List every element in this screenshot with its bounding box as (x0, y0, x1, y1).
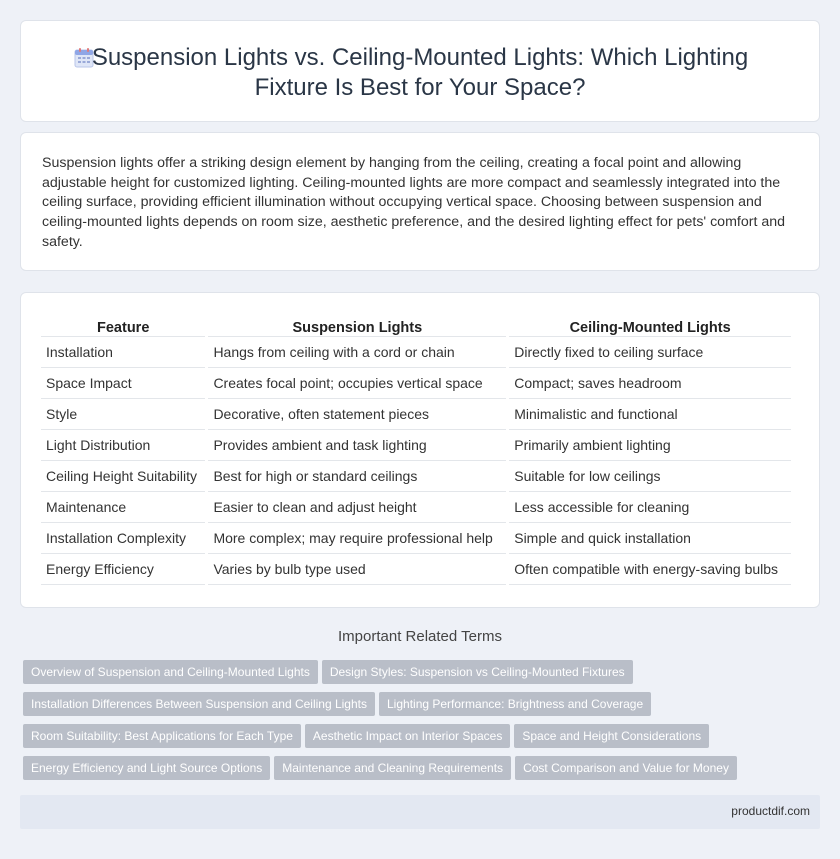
table-cell: Ceiling Height Suitability (41, 461, 205, 492)
table-header-row (41, 313, 791, 337)
related-terms-list (23, 660, 803, 788)
table-cell: Primarily ambient lighting (509, 430, 791, 461)
table-cell: Installation (41, 337, 205, 368)
related-term-tag[interactable]: Overview of Suspension and Ceiling-Mounted Lights (23, 660, 318, 684)
table-row (41, 523, 791, 554)
table-cell: Suitable for low ceilings (509, 461, 791, 492)
table-cell: More complex; may require professional help (208, 523, 506, 554)
table-cell: Light Distribution (41, 430, 205, 461)
related-term-tag[interactable]: Space and Height Considerations (514, 724, 709, 748)
table-cell: Energy Efficiency (41, 554, 205, 585)
table-cell: Simple and quick installation (509, 523, 791, 554)
table-cell: Decorative, often statement pieces (208, 399, 506, 430)
related-term-tag[interactable]: Room Suitability: Best Applications for Each Type (23, 724, 301, 748)
page-title: Suspension Lights vs. Ceiling-Mounted Lights: Which Lighting Fixture Is Best for Your Space? (91, 44, 749, 101)
table-row (41, 430, 791, 461)
table-cell: Maintenance (41, 492, 205, 523)
table-row (41, 368, 791, 399)
column-header-ceiling-mounted: Ceiling-Mounted Lights (509, 313, 791, 337)
column-header-feature: Feature (41, 313, 205, 337)
related-term-tag[interactable]: Lighting Performance: Brightness and Coverage (379, 692, 651, 716)
related-terms-title: Important Related Terms (338, 628, 502, 645)
table-cell: Style (41, 399, 205, 430)
table-cell: Provides ambient and task lighting (208, 430, 506, 461)
table-row (41, 337, 791, 368)
table-row (41, 492, 791, 523)
footer-site-name: productdif.com (731, 804, 810, 818)
related-term-tag[interactable]: Energy Efficiency and Light Source Options (23, 756, 270, 780)
table-row (41, 461, 791, 492)
intro-text: Suspension lights offer a striking design element by hanging from the ceiling, creating a focal point and allowing adjustable height for customized lighting. Ceiling-mounted lights are more compact and seamlessly integrated into the ceiling surface, providing efficient illumination without occupying vertical space. Choosing between suspension and ceiling-mounted lights depends on room size, aesthetic preference, and the desired lighting effect for pets' comfort and safety. (42, 155, 785, 250)
related-term-tag[interactable]: Installation Differences Between Suspension and Ceiling Lights (23, 692, 375, 716)
table-cell: Best for high or standard ceilings (208, 461, 506, 492)
table-cell: Less accessible for cleaning (509, 492, 791, 523)
intro-card (20, 132, 820, 271)
table-cell: Directly fixed to ceiling surface (509, 337, 791, 368)
footer (20, 795, 820, 829)
table-cell: Space Impact (41, 368, 205, 399)
table-cell: Creates focal point; occupies vertical space (208, 368, 506, 399)
table-cell: Easier to clean and adjust height (208, 492, 506, 523)
comparison-table (38, 313, 794, 585)
table-cell: Minimalistic and functional (509, 399, 791, 430)
table-cell: Hangs from ceiling with a cord or chain (208, 337, 506, 368)
table-cell: Installation Complexity (41, 523, 205, 554)
column-header-suspension: Suspension Lights (208, 313, 506, 337)
related-term-tag[interactable]: Maintenance and Cleaning Requirements (274, 756, 511, 780)
table-row (41, 554, 791, 585)
related-term-tag[interactable]: Aesthetic Impact on Interior Spaces (305, 724, 510, 748)
comparison-table-card (20, 292, 820, 608)
table-row (41, 399, 791, 430)
table-cell: Compact; saves headroom (509, 368, 791, 399)
related-term-tag[interactable]: Cost Comparison and Value for Money (515, 756, 737, 780)
related-term-tag[interactable]: Design Styles: Suspension vs Ceiling-Mounted Fixtures (322, 660, 633, 684)
table-cell: Varies by bulb type used (208, 554, 506, 585)
header-card (20, 20, 820, 122)
table-cell: Often compatible with energy-saving bulbs (509, 554, 791, 585)
